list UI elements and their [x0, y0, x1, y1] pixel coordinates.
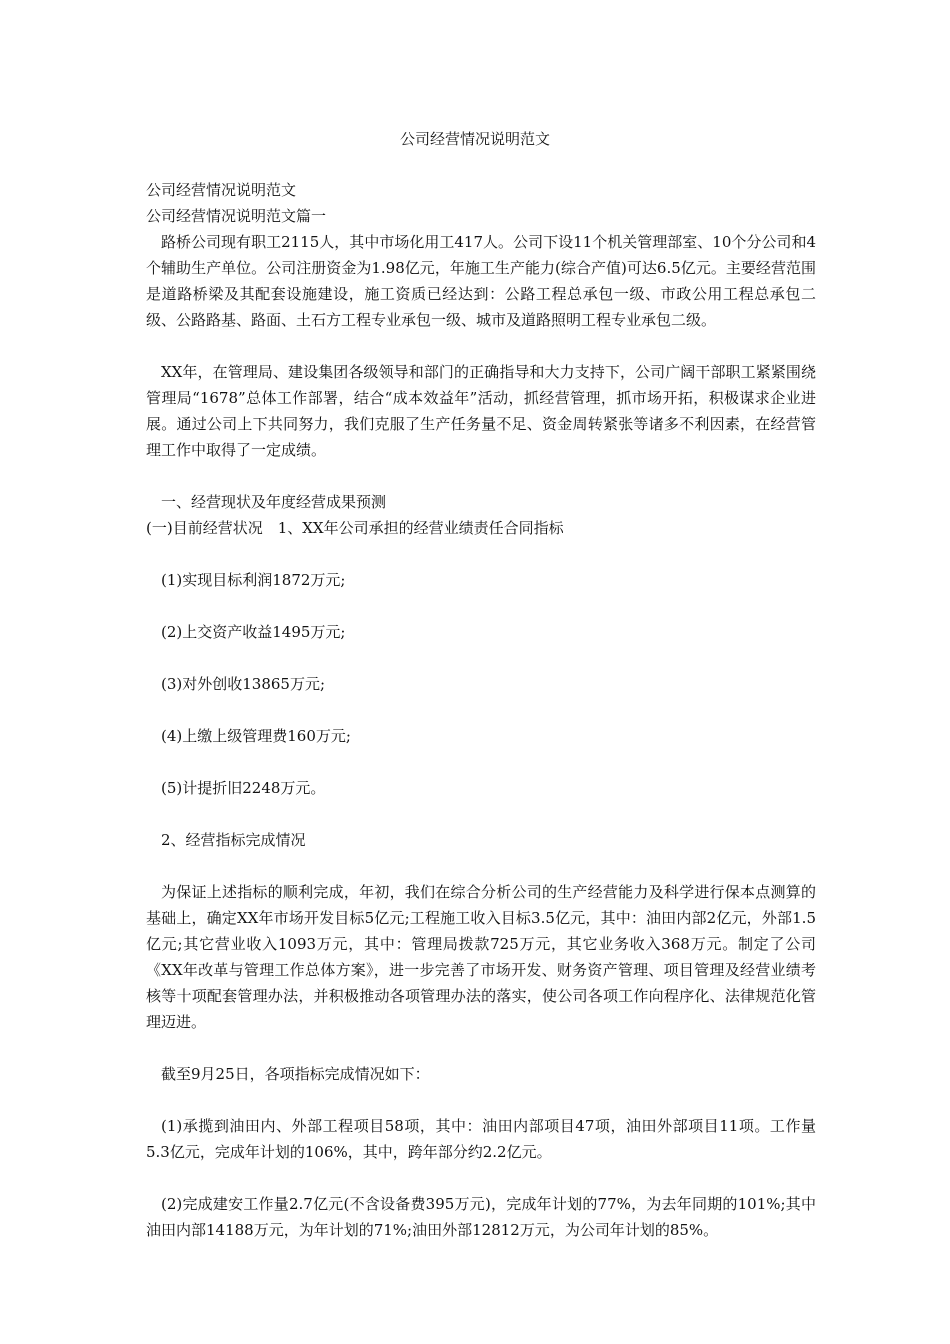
heading-3: 2、经营指标完成情况 — [161, 831, 306, 849]
document-title: 公司经营情况说明范文 — [399, 130, 550, 148]
paragraph-5: (1)承揽到油田内、外部工程项目58项，其中：油田内部项目47项，油田外部项目11项。工作量5.3亿元，完成年计划的106%，其中，跨年部分约2.2亿元。 — [146, 1117, 816, 1161]
heading-1: 一、经营现状及年度经营成果预测 — [161, 493, 387, 511]
heading-2: (一)目前经营状况 1、XX年公司承担的经营业绩责任合同指标 — [146, 519, 564, 537]
paragraph-6: (2)完成建安工作量2.7亿元(不含设备费395万元)，完成年计划的77%，为去年同期的101%;其中油田内部14188万元，为年计划的71%;油田外部12812万元，为公司年计划的85%。 — [146, 1195, 816, 1239]
list-item-2: (2)上交资产收益1495万元; — [161, 623, 346, 641]
list-item-4: (4)上缴上级管理费160万元; — [161, 727, 351, 745]
list-item-5: (5)计提折旧2248万元。 — [161, 779, 326, 797]
paragraph-2: XX年，在管理局、建设集团各级领导和部门的正确指导和大力支持下，公司广阔干部职工紧紧围绕管理局“1678”总体工作部署，结合“成本效益年”活动，抓经营管理，抓市场开拓，积极谋求企业进展。通过公司上下共同努力，我们克服了生产任务量不足、资金周转紧张等诸多不利因素，在经营管理工作中取得了一定成绩。 — [146, 363, 816, 459]
paragraph-4: 截至9月25日，各项指标完成情况如下： — [161, 1065, 430, 1083]
section-title: 公司经营情况说明范文篇一 — [146, 207, 327, 225]
paragraph-3: 为保证上述指标的顺利完成，年初，我们在综合分析公司的生产经营能力及科学进行保本点测算的基础上，确定XX年市场开发目标5亿元;工程施工收入目标3.5亿元，其中：油田内部2亿元，外部1.5亿元;其它营业收入1093万元，其中：管理局拨款725万元，其它业务收入368万元。制定了公司《XX年改革与管理工作总体方案》，进一步完善了市场开发、财务资产管理、项目管理及经营业绩考核等十项配套管理办法，并积极推动各项管理办法的落实，使公司各项工作向程序化、法律规范化管理迈进。 — [146, 883, 816, 1031]
document-subtitle: 公司经营情况说明范文 — [146, 181, 297, 199]
paragraph-1: 路桥公司现有职工2115人，其中市场化用工417人。公司下设11个机关管理部室、10个分公司和4个辅助生产单位。公司注册资金为1.98亿元，年施工生产能力(综合产值)可达6.5亿元。主要经营范围是道路桥梁及其配套设施建设，施工资质已经达到：公路工程总承包一级、市政公用工程总承包二级、公路路基、路面、土石方工程专业承包一级、城市及道路照明工程专业承包二级。 — [146, 233, 816, 329]
list-item-1: (1)实现目标利润1872万元; — [161, 571, 346, 589]
document-body — [146, 177, 816, 1243]
list-item-3: (3)对外创收13865万元; — [161, 675, 326, 693]
